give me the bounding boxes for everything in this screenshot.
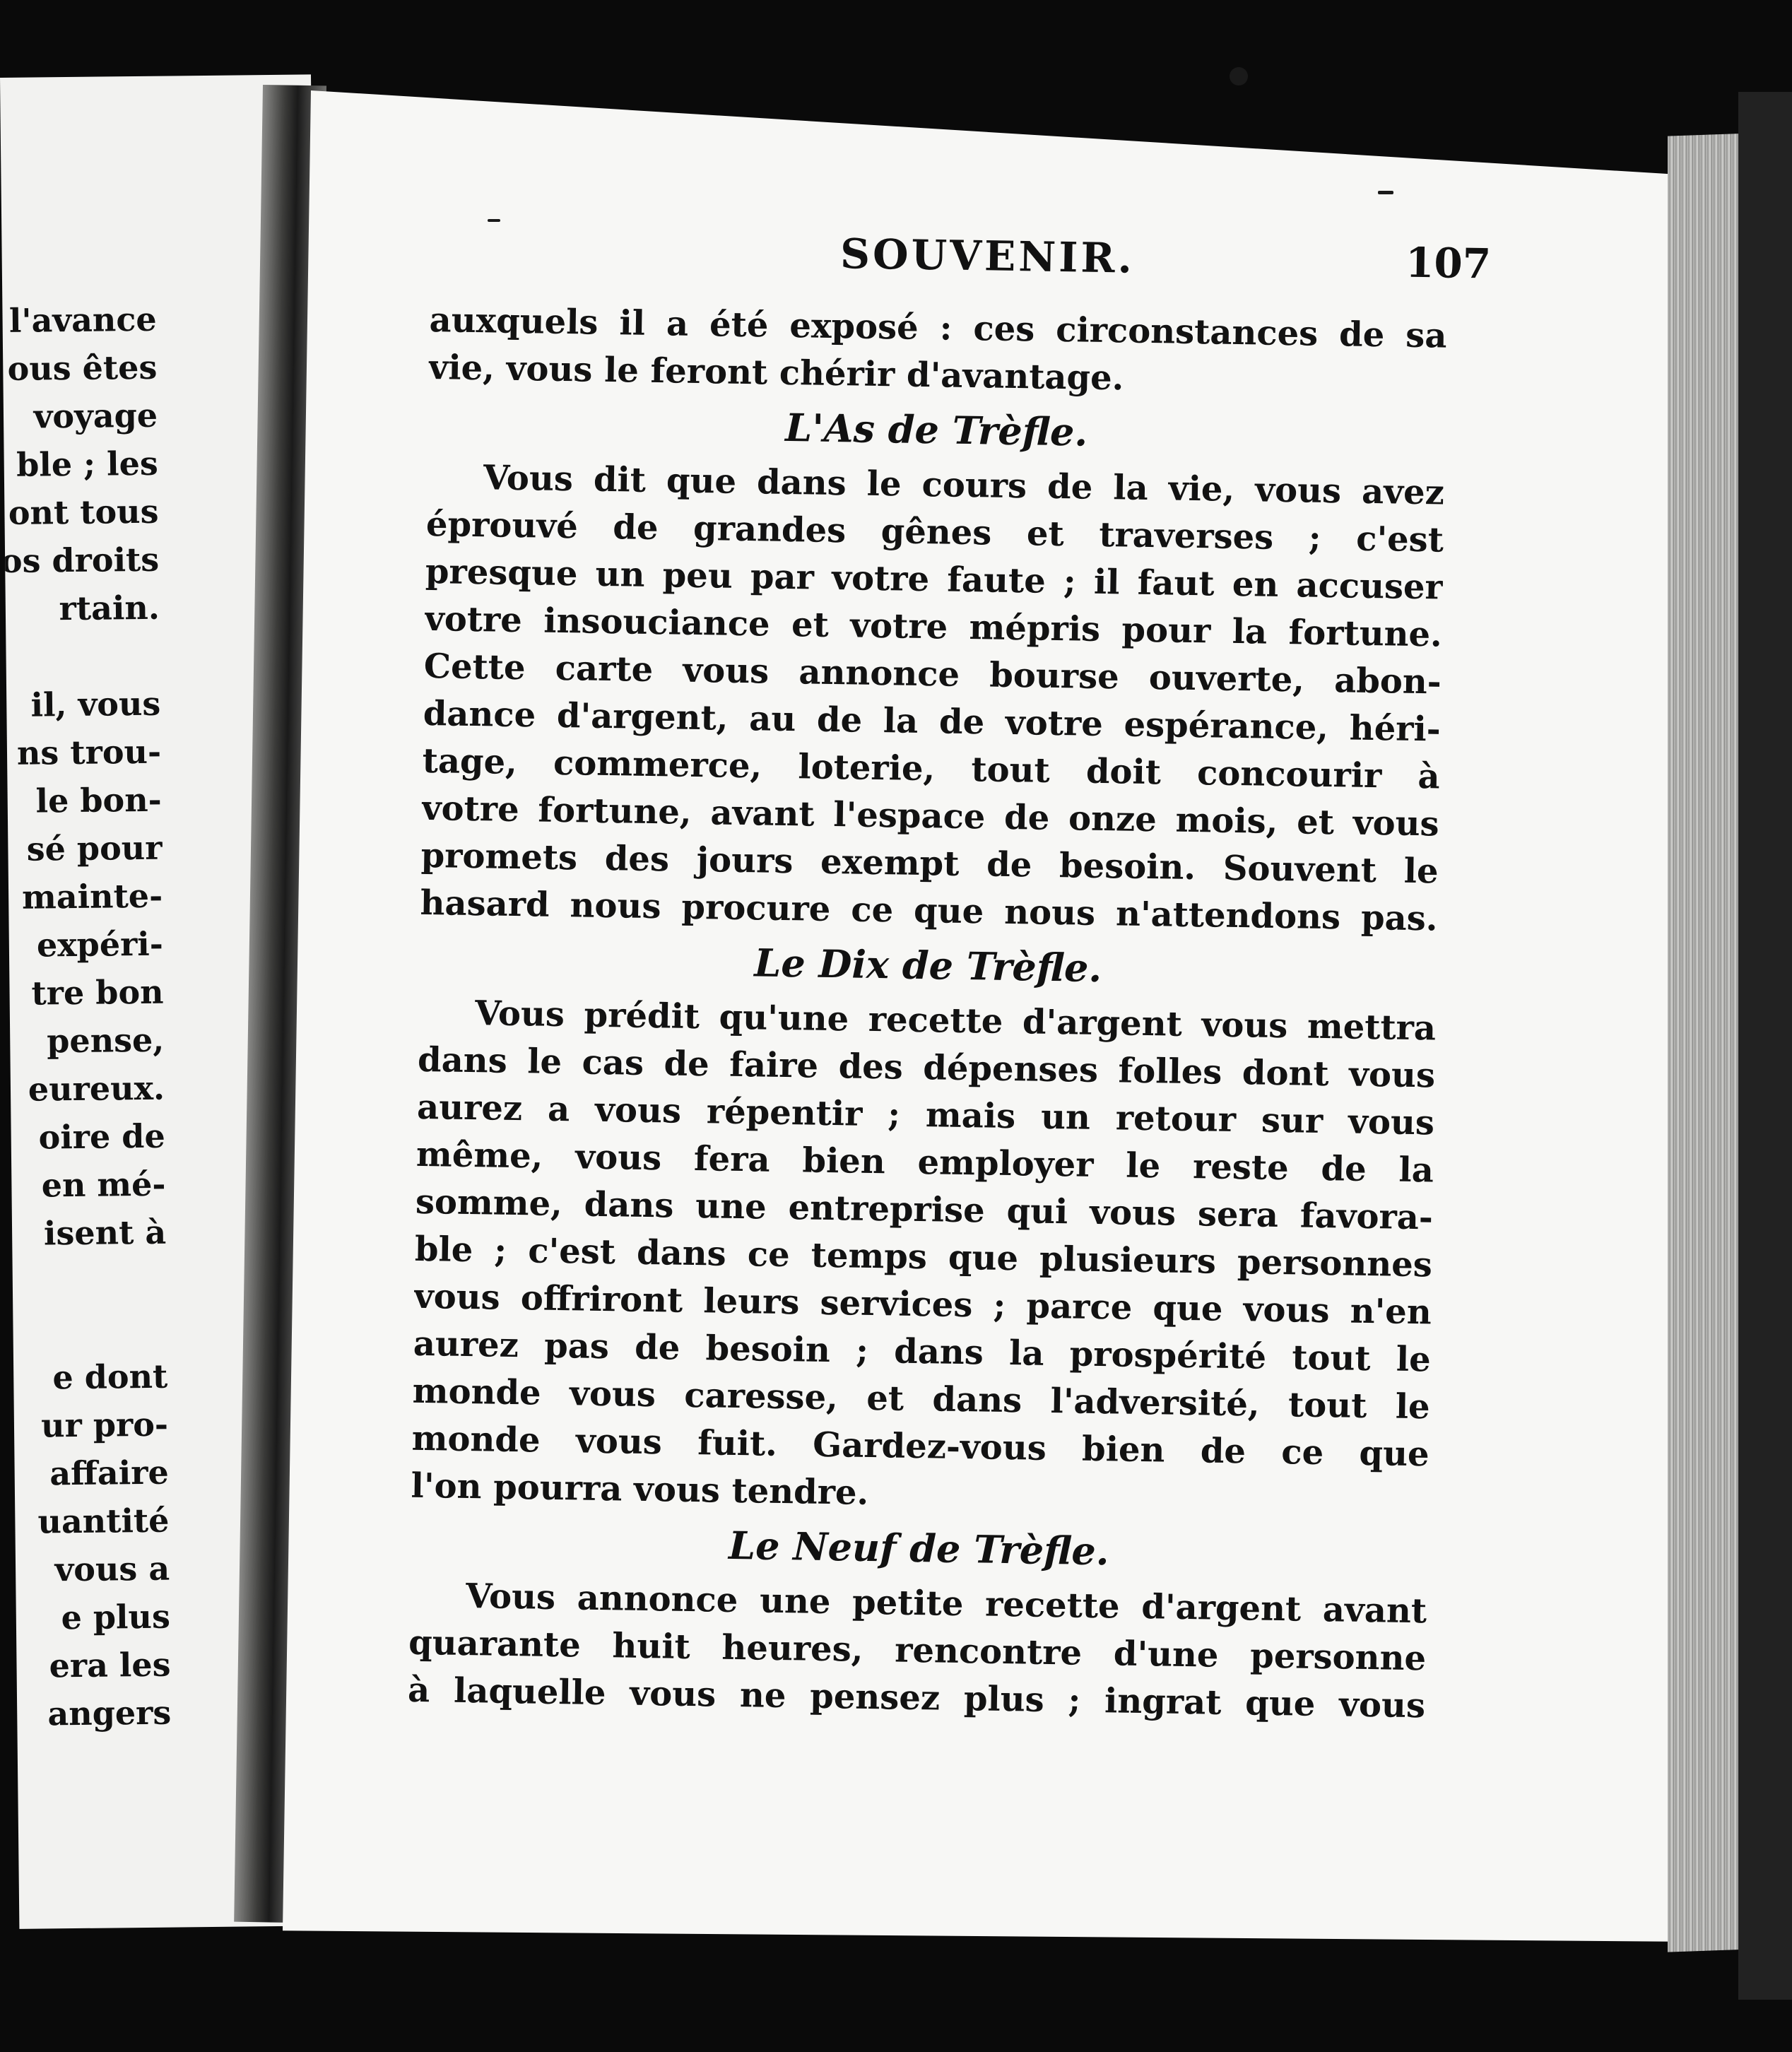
text-line: quarante huit heures, rencontre d'une personne [408, 1622, 1427, 1679]
text-line: auxquels il a été exposé : ces circonstances de sa [429, 300, 1447, 356]
paragraph-dix-de-trefle [411, 989, 1464, 1526]
text-line: dance d'argent, au de la de votre espérance, héri- [423, 693, 1442, 750]
section-heading-dix-de-trefle: Le Dix de Trèfle. [753, 940, 1102, 991]
text-line: votre insouciance et votre mépris pour la fortune. [424, 598, 1443, 655]
text-line: somme, dans une entreprise qui vous sera favora- [415, 1181, 1434, 1238]
text-line: hasard nous procure ce que nous n'attendons pas. [420, 883, 1438, 939]
left-line: e plus [61, 1597, 171, 1637]
left-line: pense, [46, 1020, 165, 1061]
left-line: il, vous [30, 684, 161, 724]
left-line: era les [49, 1645, 171, 1685]
text-line: l'on pourra vous tendre. [411, 1466, 869, 1513]
left-line: isent à [43, 1213, 167, 1253]
running-head-title: SOUVENIR. [839, 230, 1136, 283]
left-line: expéri- [36, 924, 164, 965]
left-line [0, 1304, 167, 1357]
intro-paragraph [428, 297, 1475, 408]
running-head [430, 212, 1492, 313]
text-line: Vous prédit qu'une recette d'argent vous mettra [474, 993, 1437, 1049]
left-line: ble ; les [16, 444, 159, 484]
text-line: Vous dit que dans le cours de la vie, vous avez [483, 458, 1445, 513]
text-line: à laquelle vous ne pensez plus ; ingrat que vous [407, 1670, 1426, 1726]
left-line: oire de [38, 1116, 165, 1157]
page-number: 107 [1405, 238, 1492, 288]
left-page-text [0, 295, 172, 1741]
section-heading-neuf-de-trefle: Le Neuf de Trèfle. [728, 1522, 1110, 1574]
left-line: affaire [49, 1453, 169, 1493]
text-line: promets des jours exempt de besoin. Souvent le [420, 835, 1439, 892]
text-line: vous offriront leurs services ; parce que vous n'en [413, 1276, 1432, 1333]
left-line: uantité [37, 1501, 170, 1541]
text-line: aurez a vous répentir ; mais un retour sur vous [416, 1087, 1435, 1143]
text-line: ble ; c'est dans ce temps que plusieurs personnes [414, 1229, 1433, 1285]
left-line: tre bon [31, 972, 164, 1013]
left-line: voyage [33, 396, 158, 436]
text-line: éprouvé de grandes gênes et traverses ; c'est [425, 504, 1444, 560]
left-line: mainte- [21, 876, 163, 916]
paragraph-neuf-de-trefle [408, 1572, 1456, 1730]
left-line: eureux. [28, 1068, 165, 1109]
right-page-text [407, 212, 1492, 1730]
text-line: monde vous caresse, et dans l'adversité, tout le [412, 1371, 1431, 1427]
left-line: rtain. [59, 588, 160, 628]
paragraph-as-de-trefle [420, 454, 1473, 943]
left-line [0, 632, 160, 684]
text-line: votre fortune, avant l'espace de onze mois, et vous [421, 788, 1440, 844]
left-line: ur pro- [40, 1405, 169, 1445]
text-line: tage, commerce, loterie, tout doit concourir à [422, 741, 1441, 797]
text-line: vie, vous le feront chérir d'avantage. [428, 347, 1124, 399]
text-line: même, vous fera bien employer le reste de la [415, 1134, 1434, 1191]
text-line: monde vous fuit. Gardez-vous bien de ce que [411, 1418, 1430, 1475]
left-line: e dont [52, 1357, 168, 1397]
text-line: Cette carte vous annonce bourse ouverte, abon- [423, 646, 1442, 702]
text-line: aurez pas de besoin ; dans la prospérité tout le [413, 1323, 1432, 1380]
left-line: le bon- [35, 780, 162, 820]
left-line: sé pour [26, 828, 163, 868]
background-edge [1738, 92, 1792, 2000]
text-line: dans le cas de faire des dépenses folles dont vous [417, 1039, 1436, 1096]
text-line: presque un peu par votre faute ; il faut en accuser [425, 551, 1444, 608]
dust-speck [488, 219, 500, 222]
left-line: vous a [54, 1549, 170, 1589]
text-line: Vous annonce une petite recette d'argent avant [465, 1576, 1427, 1632]
left-line: en mé- [41, 1164, 166, 1205]
left-line: l'avance [8, 300, 157, 340]
left-line: angers [47, 1693, 172, 1733]
dust-speck [1230, 67, 1248, 86]
left-line: ont tous [8, 492, 159, 532]
left-line: ous êtes [7, 348, 158, 388]
left-line [0, 1256, 167, 1309]
left-line: os droits [0, 540, 160, 581]
section-heading-as-de-trefle: L'As de Trèfle. [784, 404, 1088, 455]
left-line: ns trou- [16, 732, 162, 772]
dust-speck [1378, 191, 1393, 194]
